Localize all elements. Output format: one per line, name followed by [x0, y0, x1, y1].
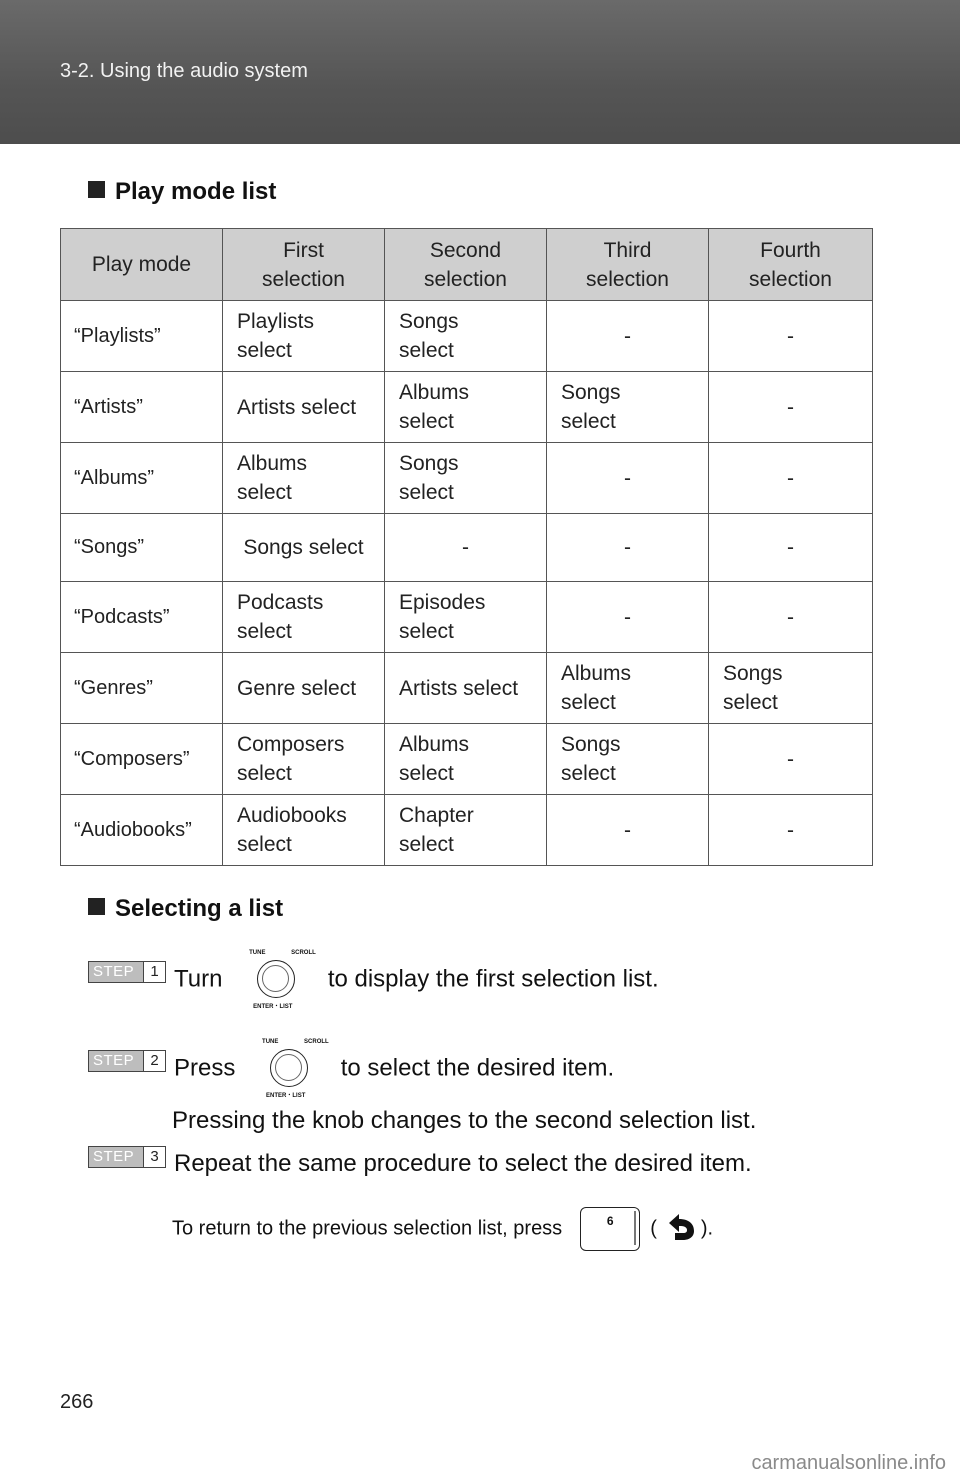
table-cell: -	[709, 514, 873, 582]
column-header: First selection	[223, 229, 385, 301]
step-2	[88, 1039, 614, 1099]
table-cell: Songs select	[385, 443, 547, 514]
step-2-note: Pressing the knob changes to the second selection list.	[172, 1107, 757, 1134]
square-bullet-icon	[88, 181, 105, 198]
step-2-verb: Press	[174, 1054, 236, 1082]
table-row	[61, 514, 873, 582]
table-cell: Audiobooks select	[223, 795, 385, 866]
play-mode-cell: “Artists”	[61, 372, 223, 443]
step-2-text: to select the desired item.	[340, 1054, 615, 1082]
table-row	[61, 372, 873, 443]
table-cell: -	[547, 301, 709, 372]
column-header: Second selection	[385, 229, 547, 301]
table-cell: -	[547, 443, 709, 514]
play-mode-table	[60, 228, 873, 866]
table-row	[61, 301, 873, 372]
section-title-text: Play mode list	[115, 178, 277, 205]
table-cell: Songs select	[547, 372, 709, 443]
step-1-verb: Turn	[174, 965, 223, 993]
table-cell: Albums select	[547, 653, 709, 724]
column-header: Play mode	[61, 229, 223, 301]
table-cell: -	[709, 724, 873, 795]
return-note	[172, 1207, 713, 1251]
table-cell: Composers select	[223, 724, 385, 795]
section-title-text: Selecting a list	[115, 895, 284, 922]
table-row	[61, 582, 873, 653]
square-bullet-icon	[88, 898, 105, 915]
play-mode-cell: “Composers”	[61, 724, 223, 795]
table-row	[61, 653, 873, 724]
play-mode-cell: “Playlists”	[61, 301, 223, 372]
table-row	[61, 795, 873, 866]
tune-scroll-knob-icon: TUNE SCROLL ENTER・LIST	[249, 950, 316, 1010]
table-cell: -	[709, 582, 873, 653]
breadcrumb: 3-2. Using the audio system	[60, 60, 308, 82]
table-cell: Episodes select	[385, 582, 547, 653]
table-cell: -	[547, 582, 709, 653]
step-3-text: Repeat the same procedure to select the desired item.	[174, 1150, 752, 1177]
table-cell: Genre select	[223, 653, 385, 724]
table-cell: -	[547, 514, 709, 582]
table-row	[61, 724, 873, 795]
table-cell: Songs select	[223, 514, 385, 582]
return-note-text: To return to the previous selection list, press	[172, 1217, 563, 1240]
table-cell: -	[709, 372, 873, 443]
table-cell: Songs select	[709, 653, 873, 724]
page-header	[0, 0, 960, 144]
table-cell: Playlists select	[223, 301, 385, 372]
table-cell: Albums select	[223, 443, 385, 514]
column-header: Third selection	[547, 229, 709, 301]
tune-scroll-knob-icon: TUNE SCROLL ENTER・LIST	[262, 1039, 329, 1099]
play-mode-cell: “Podcasts”	[61, 582, 223, 653]
table-header-row	[61, 229, 873, 301]
watermark: carmanualsonline.info	[751, 1452, 946, 1474]
preset-6-button-icon: 6	[580, 1207, 640, 1251]
table-cell: Podcasts select	[223, 582, 385, 653]
table-cell: Albums select	[385, 372, 547, 443]
page-number: 266	[60, 1391, 94, 1413]
step-badge: STEP 2	[88, 1050, 166, 1072]
table-cell: Artists select	[385, 653, 547, 724]
play-mode-cell: “Albums”	[61, 443, 223, 514]
table-cell: Songs select	[385, 301, 547, 372]
play-mode-cell: “Songs”	[61, 514, 223, 582]
table-cell: Songs select	[547, 724, 709, 795]
play-mode-cell: “Audiobooks”	[61, 795, 223, 866]
table-cell: -	[547, 795, 709, 866]
table-cell: -	[385, 514, 547, 582]
section-title-selecting-a-list	[88, 895, 283, 923]
section-title-play-mode-list	[88, 178, 276, 206]
table-row	[61, 443, 873, 514]
step-badge: STEP 1	[88, 961, 166, 983]
column-header: Fourth selection	[709, 229, 873, 301]
table-cell: Artists select	[223, 372, 385, 443]
paren-close: ).	[700, 1217, 714, 1240]
table-cell: -	[709, 301, 873, 372]
play-mode-cell: “Genres”	[61, 653, 223, 724]
step-3	[88, 1146, 752, 1178]
table-cell: Chapter select	[385, 795, 547, 866]
step-1	[88, 950, 659, 1010]
table-cell: -	[709, 443, 873, 514]
table-cell: Albums select	[385, 724, 547, 795]
step-badge: STEP 3	[88, 1146, 166, 1168]
table-cell: -	[709, 795, 873, 866]
back-arrow-icon	[661, 1211, 697, 1247]
paren-open: (	[650, 1217, 657, 1240]
step-1-text: to display the first selection list.	[327, 965, 659, 993]
